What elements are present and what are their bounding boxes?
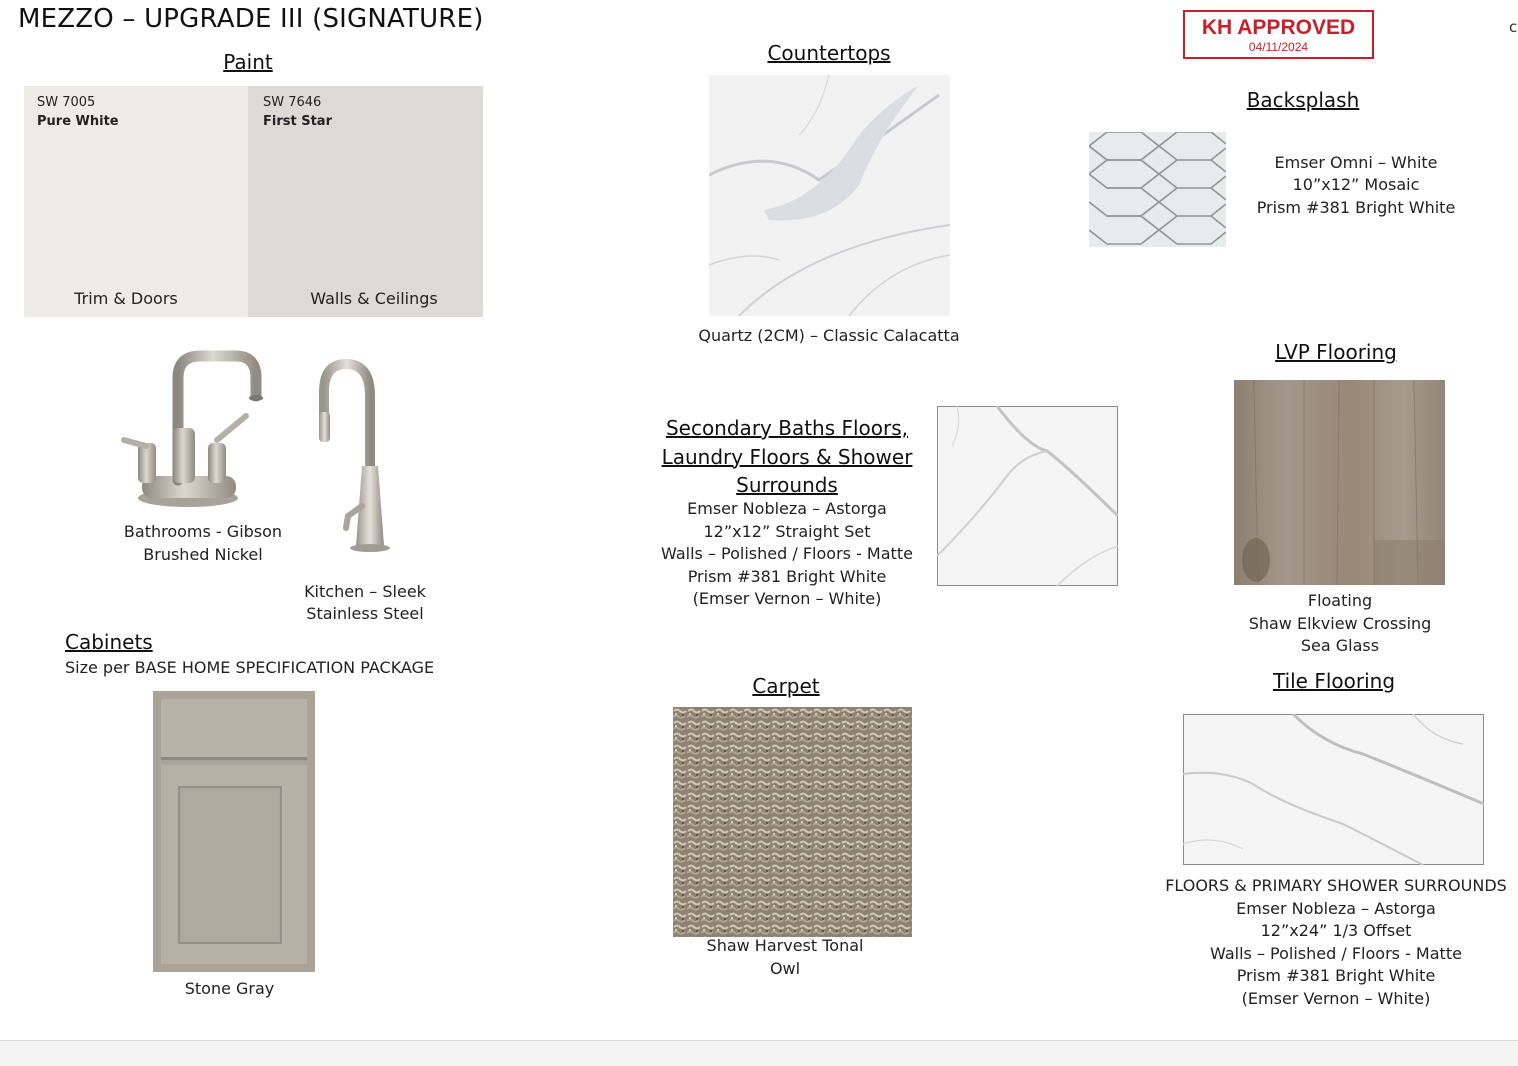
lvp-heading: LVP Flooring <box>1275 340 1397 364</box>
backsplash-line-3: Prism #381 Bright White <box>1256 198 1456 217</box>
secondary-heading <box>657 414 917 500</box>
secondary-line-4: Prism #381 Bright White <box>687 566 887 586</box>
countertop-caption: Quartz (2CM) – Classic Calacatta <box>698 326 960 345</box>
paint-swatch-pure-white <box>24 86 248 317</box>
secondary-line-1: Emser Nobleza – Astorga <box>687 499 887 518</box>
secondary-tile-image <box>937 406 1118 586</box>
paint-heading: Paint <box>223 50 273 74</box>
countertops-heading: Countertops <box>767 41 891 65</box>
carpet-line-1: Shaw Harvest Tonal <box>706 936 864 955</box>
backsplash-heading: Backsplash <box>1246 88 1360 112</box>
cabinet-color-caption: Stone Gray <box>184 979 275 998</box>
swatch-use: Trim & Doors <box>74 289 178 308</box>
carpet-image <box>673 707 912 937</box>
cabinets-note: Size per BASE HOME SPECIFICATION PACKAGE <box>65 658 435 677</box>
bath-faucet-caption-1: Bathrooms - Gibson <box>123 522 283 541</box>
secondary-spec <box>652 498 922 611</box>
bath-faucet-image <box>116 348 266 513</box>
secondary-heading-line-2: Laundry Floors & Shower <box>661 444 913 469</box>
secondary-heading-line-3: Surrounds <box>736 473 838 497</box>
swatch-code: SW 7005 <box>37 95 96 110</box>
backsplash-tile-image <box>1089 132 1226 247</box>
tile-spec <box>1160 875 1512 1010</box>
tile-line-1: FLOORS & PRIMARY SHOWER SURROUNDS <box>1165 876 1507 895</box>
tile-line-4: Walls – Polished / Floors - Matte <box>1210 943 1462 963</box>
carpet-heading: Carpet <box>752 674 820 698</box>
lvp-wood-image <box>1234 380 1445 585</box>
tile-line-6: (Emser Vernon – White) <box>1241 988 1431 1008</box>
carpet-spec <box>680 935 890 980</box>
secondary-line-5: (Emser Vernon – White) <box>692 589 882 608</box>
secondary-line-3: Walls – Polished / Floors - Matte <box>661 544 913 563</box>
lvp-line-2: Shaw Elkview Crossing <box>1248 613 1432 633</box>
swatch-code: SW 7646 <box>263 95 322 110</box>
cabinet-image <box>153 691 315 972</box>
kitchen-faucet-caption-1: Kitchen – Sleek <box>304 582 426 601</box>
bath-faucet-caption-2: Brushed Nickel <box>143 545 263 564</box>
tile-heading: Tile Flooring <box>1272 669 1396 693</box>
edge-character: c <box>1509 18 1518 36</box>
cabinets-heading: Cabinets <box>65 630 153 654</box>
lvp-line-3: Sea Glass <box>1300 636 1380 655</box>
page-title: MEZZO – UPGRADE III (SIGNATURE) <box>18 4 484 34</box>
carpet-line-2: Owl <box>769 958 801 978</box>
secondary-heading-line-1: Secondary Baths Floors, <box>665 416 909 440</box>
tile-line-3: 12”x24” 1/3 Offset <box>1260 921 1412 940</box>
swatch-use: Walls & Ceilings <box>310 289 438 308</box>
tile-line-2: Emser Nobleza – Astorga <box>1236 898 1436 918</box>
tile-line-5: Prism #381 Bright White <box>1236 966 1436 985</box>
lvp-line-1: Floating <box>1307 591 1373 610</box>
backsplash-line-1: Emser Omni – White <box>1274 153 1438 172</box>
kitchen-faucet-caption-2: Stainless Steel <box>306 604 424 623</box>
stamp-text: KH APPROVED <box>1201 16 1356 39</box>
countertop-quartz-image <box>709 75 950 316</box>
approval-stamp <box>1183 10 1374 59</box>
backsplash-line-2: 10”x12” Mosaic <box>1292 175 1420 194</box>
kitchen-faucet-image <box>312 356 407 554</box>
lvp-spec <box>1230 590 1450 658</box>
secondary-line-2: 12”x12” Straight Set <box>703 521 871 541</box>
swatch-name: Pure White <box>37 114 119 129</box>
swatch-name: First Star <box>263 114 332 129</box>
paint-swatch-first-star <box>248 86 483 317</box>
tile-floor-image <box>1183 714 1484 865</box>
stamp-date: 04/11/2024 <box>1248 40 1309 54</box>
footer-bar <box>0 1040 1518 1066</box>
